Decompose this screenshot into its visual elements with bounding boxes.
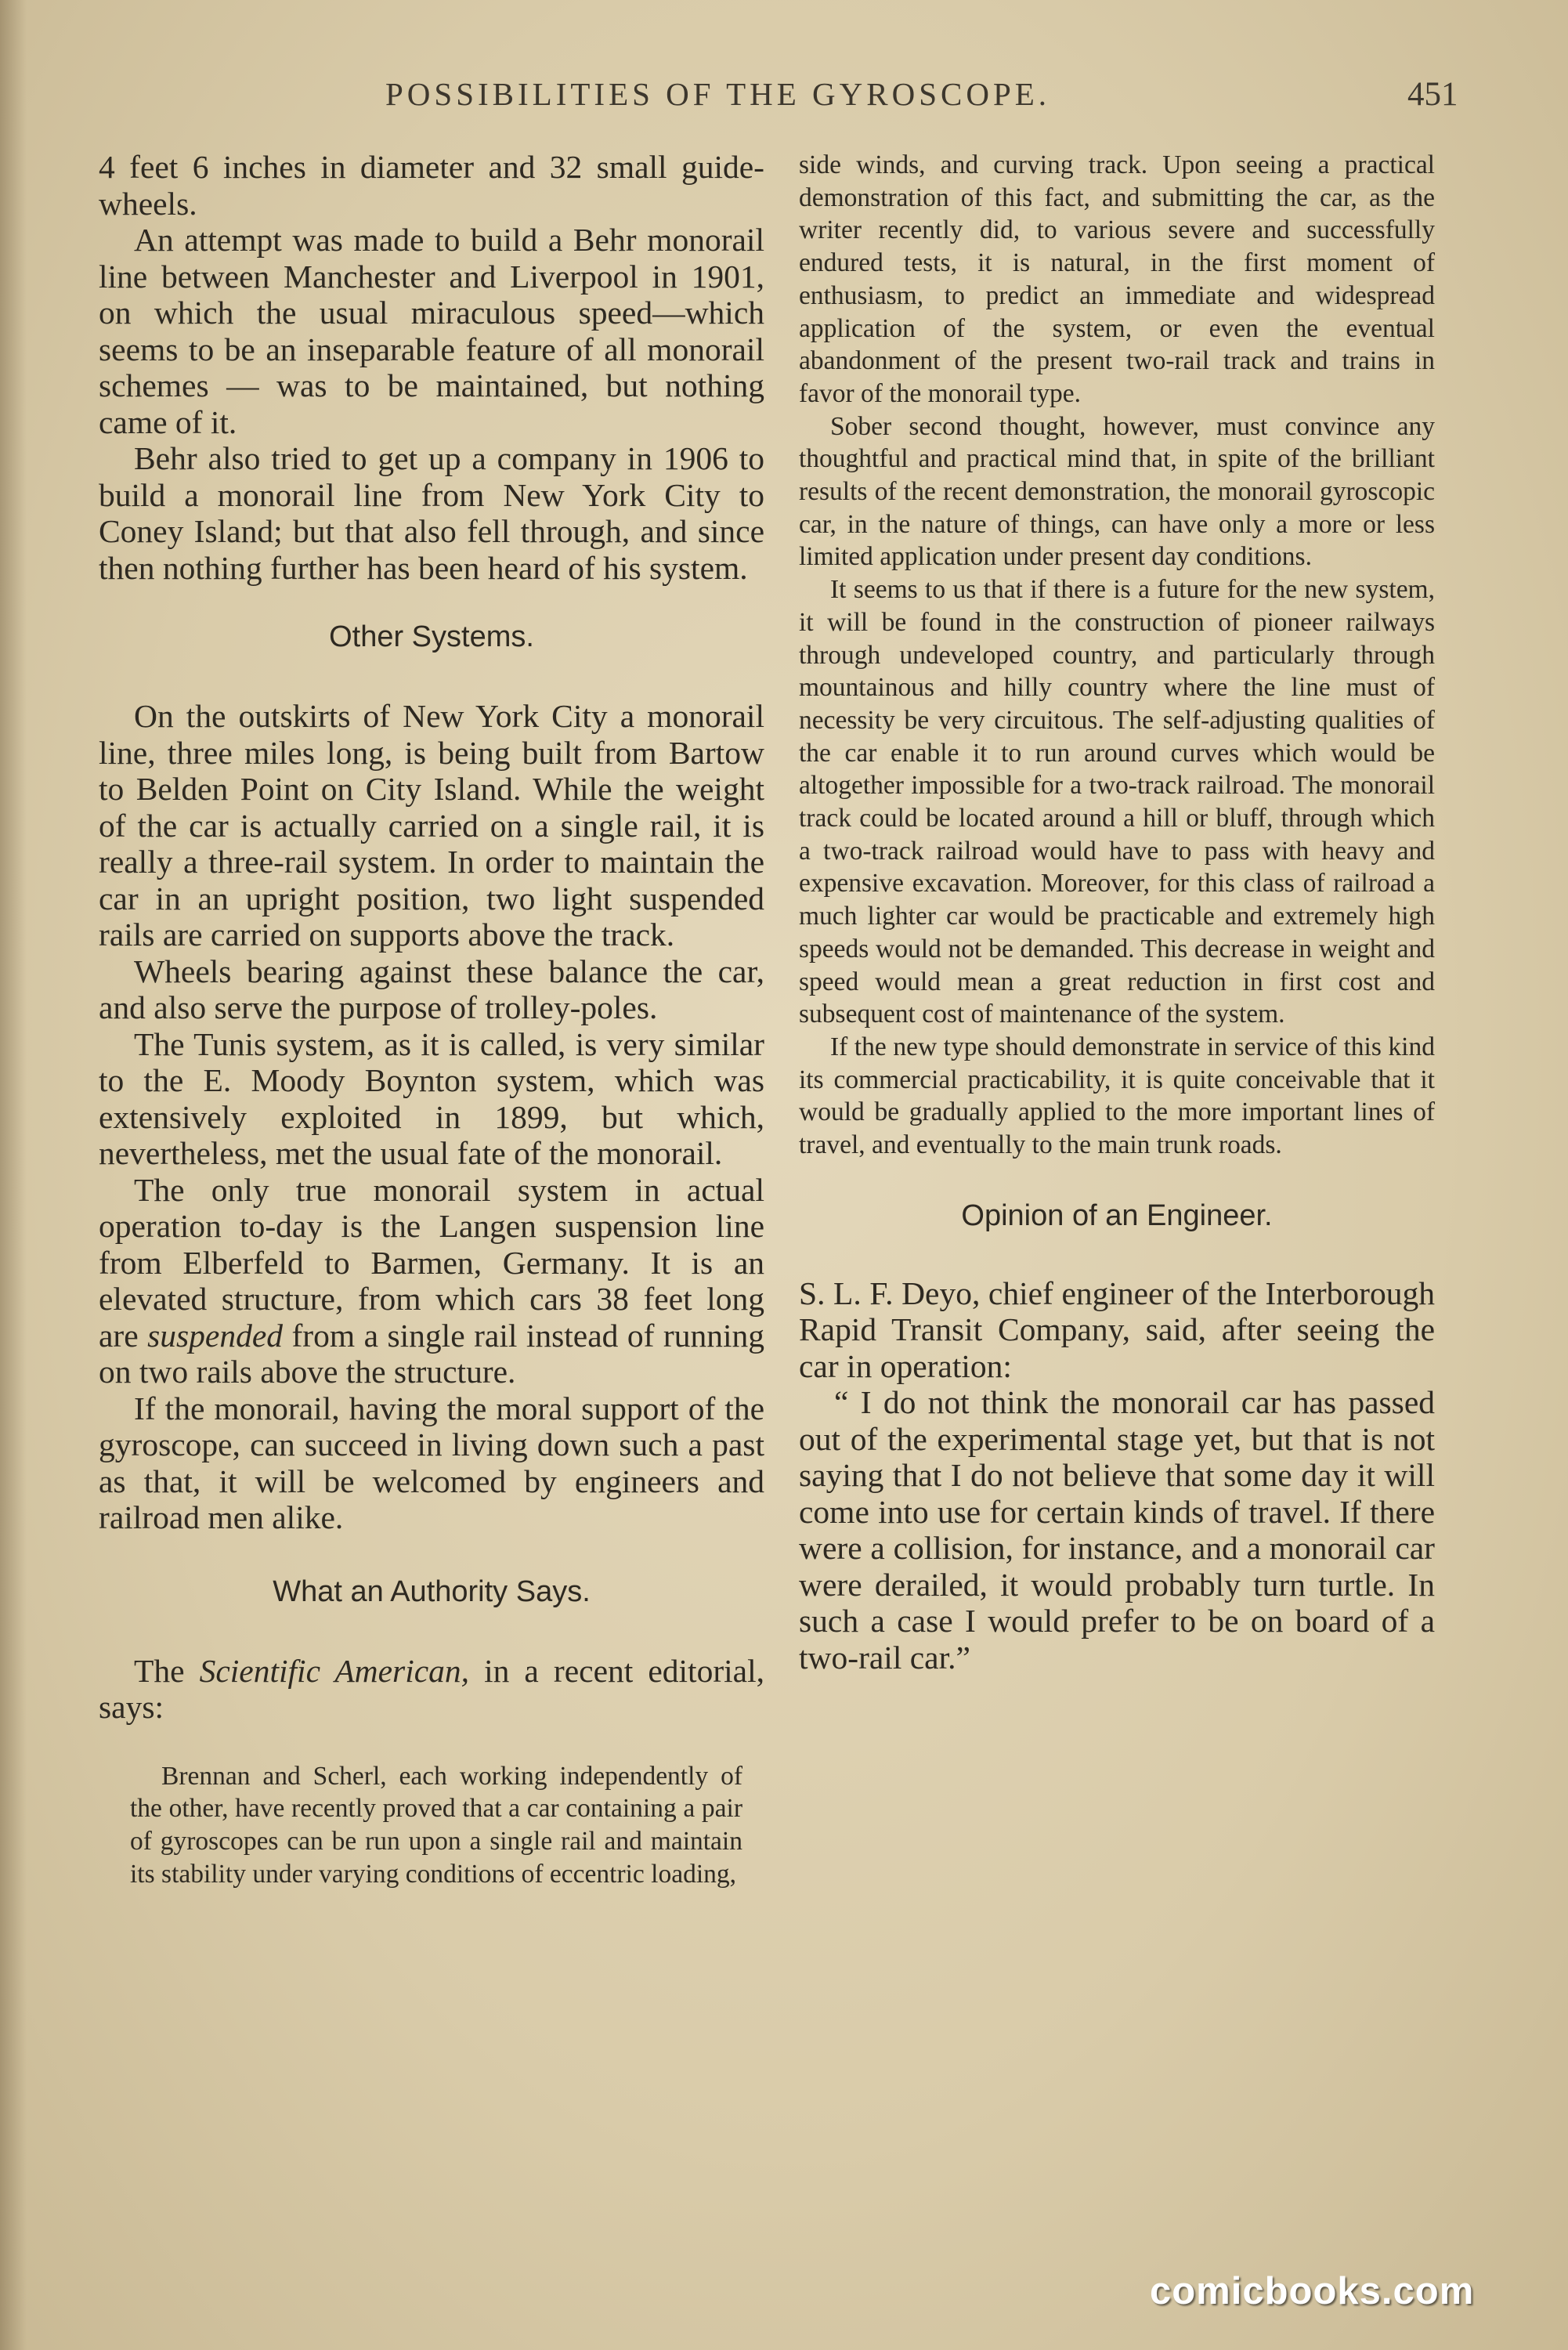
- langen-emphasis: suspended: [147, 1317, 284, 1354]
- langen-text-b: from a single rail instead of running on two rails above the structure.: [99, 1317, 764, 1390]
- langen-text-a: The only true monorail system in actual operation to-day is the Langen suspension line from Elberfeld to Barmen, Germany. It is an elevated structure, from which cars 38 feet long are: [99, 1171, 764, 1354]
- quote-side-winds: side winds, and curving track. Upon seeing a practical demonstration of this fact, and submitting the car, as the writer recently did, to various severe and successfully endured tests, it is natural, in the first moment of enthusiasm, to predict an immediate and widespread application of the system, or even the eventual abandonment of the present two-rail track and trains in favor of the monorail type.: [799, 150, 1435, 408]
- quote-brennan-scherl: Brennan and Scherl, each working independently of the other, have recently proved that a car containing a pair of gyroscopes can be run upon a single rail and maintain its stability under varying conditions of eccentric loading,: [130, 1761, 742, 1889]
- left-column: [99, 149, 764, 1890]
- quote-sober-thought: Sober second thought, however, must convince any thoughtful and practical mind that, in spite of the brilliant results of the recent demonstration, the monorail gyroscopic car, in the nature of things, can have only a more or less limited application under present day conditions.: [799, 411, 1435, 572]
- paragraph-behr-manchester: An attempt was made to build a Behr monorail line between Manchester and Liverpool in 1901, on which the usual miraculous speed—which seems to be an inseparable feature of all monorail schemes — was to be maintained, but nothing came of it.: [99, 222, 764, 440]
- right-column: [799, 149, 1435, 1676]
- sciam-emphasis: Scientific American,: [199, 1652, 470, 1689]
- paragraph-bartow-belden: On the outskirts of New York City a monorail line, three miles long, is being built from Bartow to Belden Point on City Island. While the weight of the car is actually carried on a single rail, it is really a three-rail system. In order to maintain the car in an upright position, two light suspended rails are carried on supports above the track.: [99, 698, 764, 953]
- page-edge-shadow: [0, 0, 27, 2350]
- site-watermark: comicbooks.com: [1150, 2270, 1475, 2312]
- page-number: 451: [1407, 76, 1458, 113]
- heading-opinion-engineer: Opinion of an Engineer.: [961, 1198, 1273, 1232]
- quote-commercial-practicability: If the new type should demonstrate in service of this kind its commercial practicability, it is quite conceivable that it would be gradually applied to the more important lines of travel, and eventually to the main trunk roads.: [799, 1032, 1435, 1160]
- paragraph-deyo-quote: “ I do not think the monorail car has passed out of the experimental stage yet, but that is not saying that I do not believe that some day it will come into use for certain kinds of travel. If there were a collision, for instance, and a monorail car were derailed, it would probably turn turtle. In such a case I would prefer to be on board of a two-rail car.”: [799, 1384, 1435, 1676]
- paragraph-wheels-trolley: Wheels bearing against these balance the car, and also serve the purpose of trolley-poles.: [99, 953, 764, 1025]
- paragraph-behr-coney-island: Behr also tried to get up a company in 1906 to build a monorail line from New York City to Coney Island; but that also fell through, and since then nothing further has been heard of his system.: [99, 440, 764, 586]
- paragraph-deyo: S. L. F. Deyo, chief engineer of the Interborough Rapid Transit Company, said, after seeing the car in operation:: [799, 1274, 1435, 1384]
- sciam-text-a: The: [134, 1652, 200, 1689]
- sciam-text-b: in a recent editorial, says:: [99, 1652, 764, 1725]
- paragraph-guide-wheels: 4 feet 6 inches in diameter and 32 small guide-wheels.: [99, 149, 764, 222]
- paragraph-tunis-system: The Tunis system, as it is called, is very similar to the E. Moody Boynton system, which was extensively exploited in 1899, but which, nevertheless, met the usual fate of the monorail.: [99, 1025, 764, 1171]
- running-title: POSSIBILITIES OF THE GYROSCOPE.: [385, 76, 1051, 112]
- quote-pioneer-railways: It seems to us that if there is a future for the new system, it will be found in the construction of pioneer railways through undeveloped country, and particularly through mountainous and hilly country where the line must of necessity be very circuitous. The self-adjusting qualities of the car enable it to run around curves which would be altogether impossible for a two-track railroad. The monorail track could be located around a hill or bluff, through which a two-track railroad would have to pass with heavy and expensive excavation. Moreover, for this class of railroad a much lighter car would be practicable and extremely high speeds would not be demanded. This decrease in weight and speed would mean a great reduction in first cost and subsequent cost of maintenance of the system.: [799, 575, 1435, 1029]
- paragraph-scientific-american: [99, 1653, 764, 1726]
- heading-other-systems: Other Systems.: [329, 620, 534, 653]
- paragraph-langen-line: [99, 1172, 764, 1390]
- heading-what-authority-says: What an Authority Says.: [273, 1574, 591, 1608]
- paragraph-moral-support: If the monorail, having the moral support of the gyroscope, can succeed in living down such a past as that, it will be welcomed by engineers and railroad men alike.: [99, 1390, 764, 1535]
- page-header: [0, 75, 1568, 122]
